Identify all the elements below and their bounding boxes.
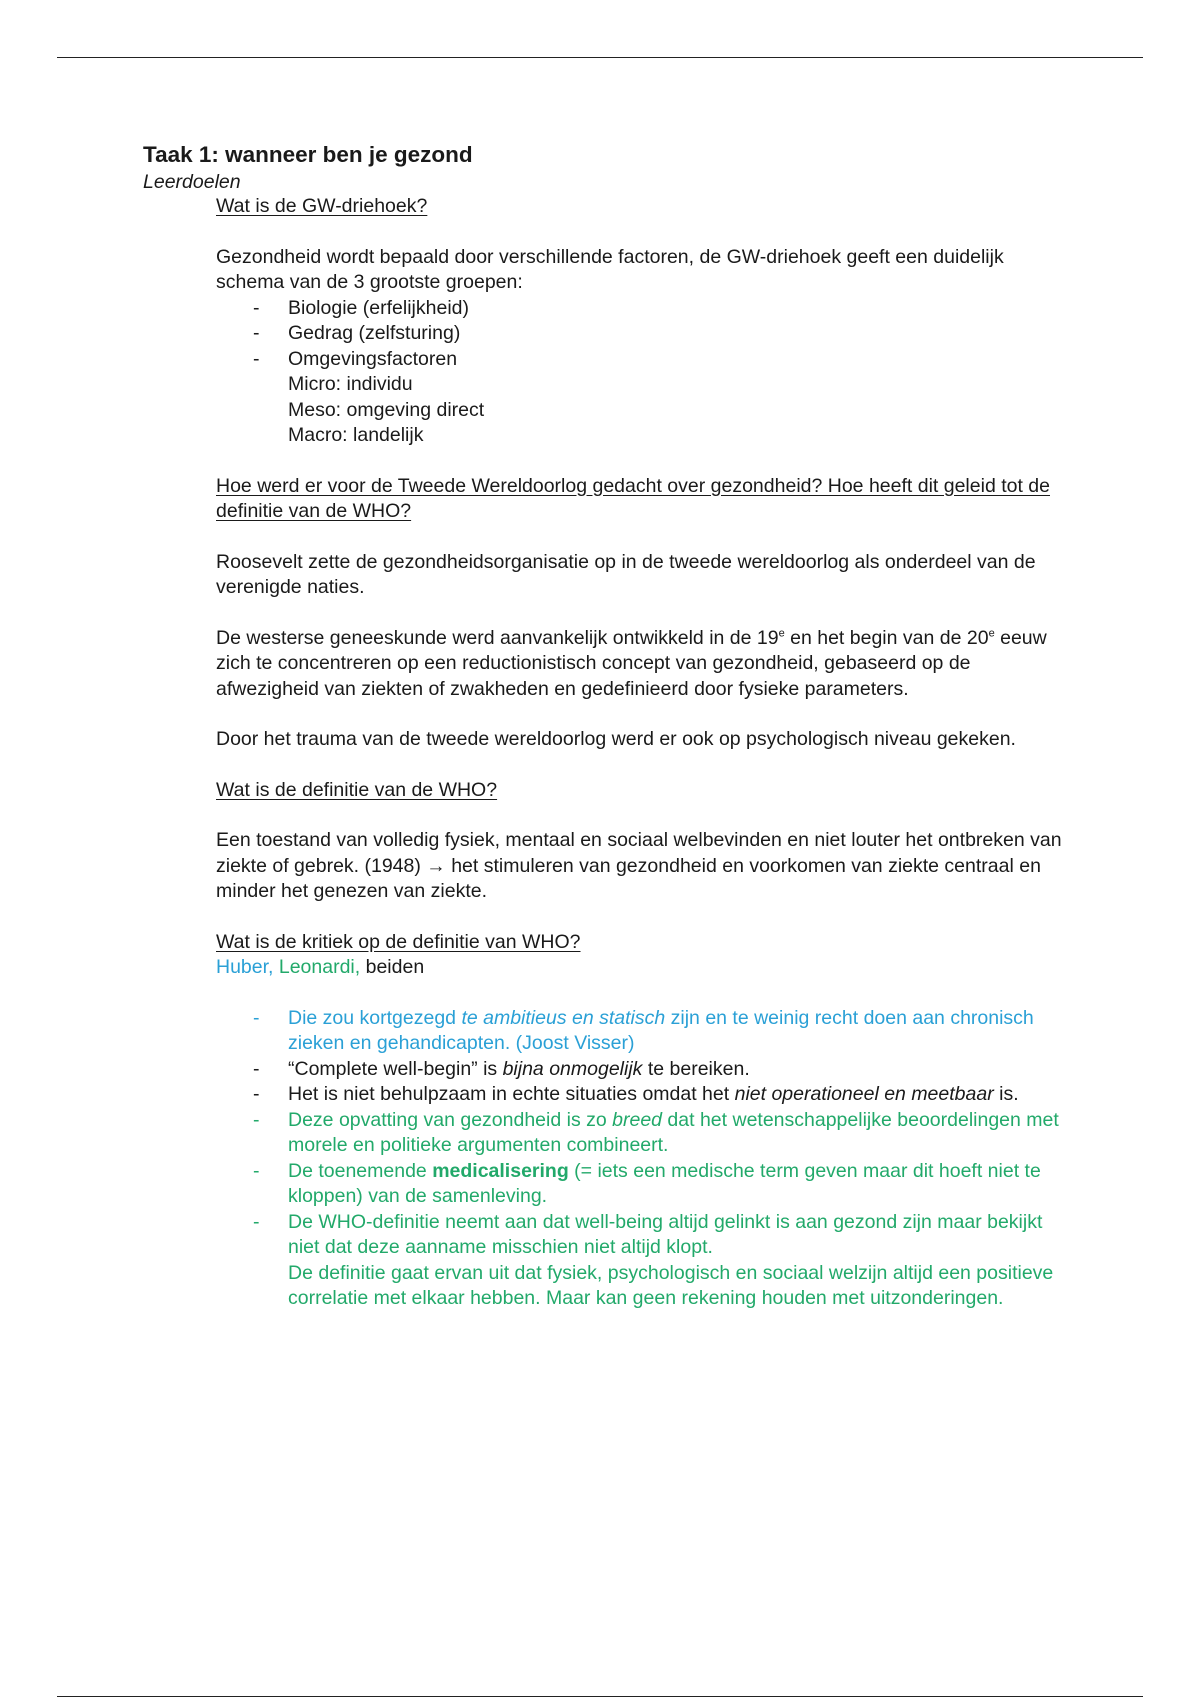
footer-rule [57,1696,1143,1697]
paragraph: Een toestand van volledig fysiek, mentaal en sociaal welbevinden en niet louter het ontbreken van ziekte of gebrek. (1948) → het stimuleren van gezondheid en voorkomen van ziekte centraal en minder het genezen van ziekte. [216,829,1062,902]
header-rule [57,57,1143,58]
page-subtitle: Leerdoelen [143,171,241,193]
sub-item: Meso: omgeving direct [288,398,485,421]
question-heading: Wat is de kritiek op de definitie van WHO? [216,930,581,953]
question-heading: Wat is de definitie van de WHO? [216,778,498,801]
list-item: - Biologie (erfelijkheid) [253,296,470,319]
list-item: - Die zou kortgezegd te ambitieus en statisch zijn en te weinig recht doen aan chronisch zieken en gehandicapten. (Joost Visser) [253,1006,1034,1054]
sources-line: Huber, Leonardi, beiden [216,956,425,978]
paragraph: Door het trauma van de tweede wereldoorlog werd er ook op psychologisch niveau gekeken. [216,728,1016,750]
list-item: - “Complete well-begin” is bijna onmogelijk te bereiken. [253,1057,750,1080]
document-body [143,140,1063,1312]
list-item: - Gedrag (zelfsturing) [253,322,461,344]
sub-item: Micro: individu [288,373,413,395]
question-heading: Hoe werd er voor de Tweede Wereldoorlog gedacht over gezondheid? Hoe heeft dit geleid tot de definitie van de WHO? [216,474,1050,522]
page-title: Taak 1: wanneer ben je gezond [143,142,473,167]
list-item: - De toenemende medicalisering (= iets een medische term geven maar dit hoeft niet te kloppen) van de samenleving. [253,1159,1041,1207]
list-item-continuation: De definitie gaat ervan uit dat fysiek, psychologisch en sociaal welzijn altijd een positieve correlatie met elkaar hebben. Maar kan geen rekening houden met uitzonderingen. [288,1261,1054,1309]
critique-list [216,1006,1063,1261]
paragraph: Gezondheid wordt bepaald door verschillende factoren, de GW-driehoek geeft een duidelijk schema van de 3 grootste groepen: [216,245,1004,293]
paragraph: Roosevelt zette de gezondheidsorganisatie op in de tweede wereldoorlog als onderdeel van de verenigde naties. [216,550,1036,598]
sub-item: Macro: landelijk [288,424,424,446]
list-item: - Deze opvatting van gezondheid is zo breed dat het wetenschappelijke beoordelingen met morele en politieke argumenten combineert. [253,1108,1059,1156]
list-item: - Omgevingsfactoren [253,347,458,370]
arrow-icon: → [426,854,446,877]
list-item: - Het is niet behulpzaam in echte situaties omdat het niet operationeel en meetbaar is. [253,1083,1019,1105]
paragraph: De westerse geneeskunde werd aanvankelijk ontwikkeld in de 19e en het begin van de 20e eeuw zich te concentreren op een reductionistisch concept van gezondheid, gebaseerd op de afwezigheid van ziekten of zwakheden en gedefinieerd door fysieke parameters. [216,626,1047,700]
bullet-list [216,296,1063,373]
list-item: - De WHO-definitie neemt aan dat well-being altijd gelinkt is aan gezond zijn maar bekijkt niet dat deze aanname misschien niet altijd klopt. [253,1210,1043,1258]
section-gw-driehoek [216,194,1063,1312]
question-heading: Wat is de GW-driehoek? [216,195,428,217]
